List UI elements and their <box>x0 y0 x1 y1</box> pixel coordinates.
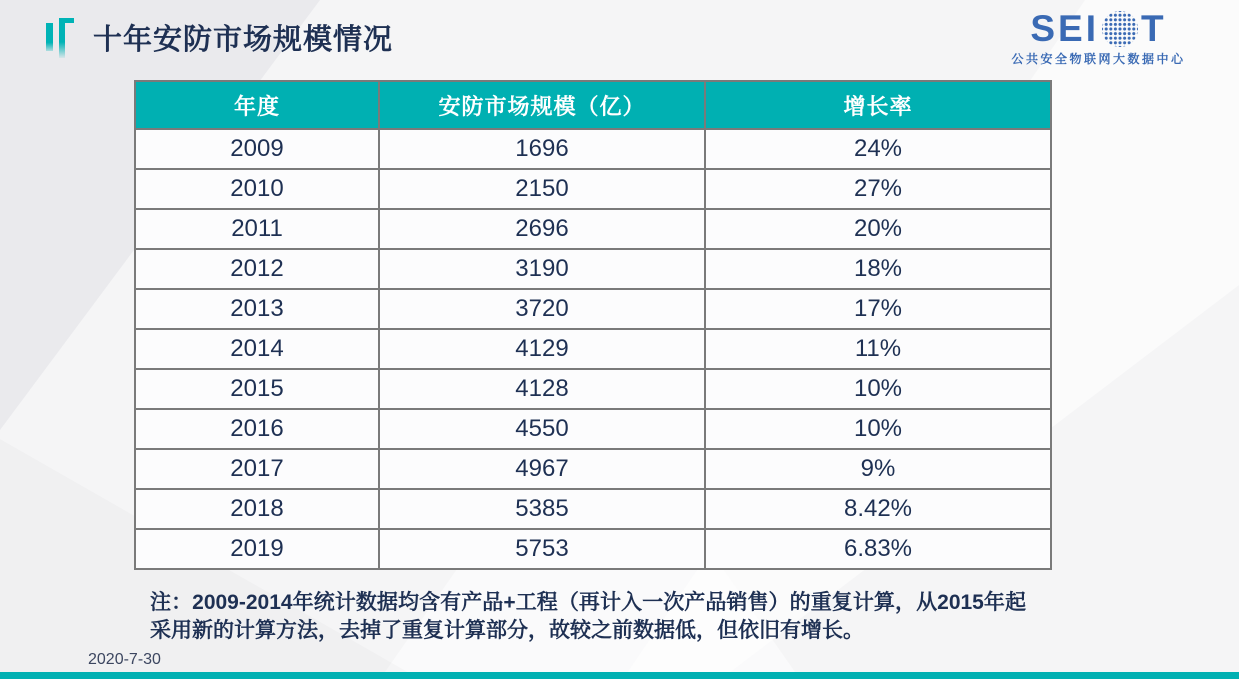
cell-scale: 4128 <box>379 369 705 409</box>
cell-growth: 11% <box>705 329 1051 369</box>
cell-growth: 10% <box>705 369 1051 409</box>
title-quote-icon <box>46 16 80 60</box>
cell-growth: 18% <box>705 249 1051 289</box>
logo-tagline: 公共安全物联网大数据中心 <box>1011 52 1186 66</box>
cell-year: 2012 <box>135 249 379 289</box>
table-row <box>135 249 1051 289</box>
cell-scale: 4550 <box>379 409 705 449</box>
cell-year: 2011 <box>135 209 379 249</box>
cell-scale: 1696 <box>379 129 705 169</box>
table-header-row <box>135 81 1051 129</box>
cell-scale: 5753 <box>379 529 705 569</box>
cell-year: 2015 <box>135 369 379 409</box>
footer-accent-bar <box>0 672 1239 679</box>
cell-growth: 17% <box>705 289 1051 329</box>
cell-scale: 3720 <box>379 289 705 329</box>
cell-scale: 2150 <box>379 169 705 209</box>
col-header-scale: 安防市场规模（亿） <box>379 81 705 129</box>
quote-bar-icon <box>46 23 53 51</box>
table-row <box>135 409 1051 449</box>
cell-year: 2014 <box>135 329 379 369</box>
cell-year: 2009 <box>135 129 379 169</box>
cell-year: 2017 <box>135 449 379 489</box>
cell-year: 2019 <box>135 529 379 569</box>
col-header-year: 年度 <box>135 81 379 129</box>
table-row <box>135 529 1051 569</box>
cell-scale: 2696 <box>379 209 705 249</box>
cell-year: 2018 <box>135 489 379 529</box>
table-row <box>135 129 1051 169</box>
footnote: 注：2009-2014年统计数据均含有产品+工程（再计入一次产品销售）的重复计算，从2015年起采用新的计算方法，去掉了重复计算部分，故较之前数据低，但依旧有增长。 <box>150 591 1026 643</box>
col-header-growth: 增长率 <box>705 81 1051 129</box>
cell-scale: 4129 <box>379 329 705 369</box>
cell-scale: 3190 <box>379 249 705 289</box>
market-scale-table <box>134 80 1052 570</box>
logo-text-left: SEI <box>1030 8 1100 49</box>
cell-growth: 20% <box>705 209 1051 249</box>
cell-growth: 10% <box>705 409 1051 449</box>
cell-growth: 24% <box>705 129 1051 169</box>
page-title: 十年安防市场规模情况 <box>93 24 394 56</box>
cell-year: 2016 <box>135 409 379 449</box>
quote-bar-icon <box>59 18 77 58</box>
table-row <box>135 289 1051 329</box>
cell-growth: 9% <box>705 449 1051 489</box>
cell-growth: 27% <box>705 169 1051 209</box>
slide-date: 2020-7-30 <box>88 651 161 668</box>
table-row <box>135 489 1051 529</box>
table-row <box>135 169 1051 209</box>
cell-year: 2013 <box>135 289 379 329</box>
cell-growth: 6.83% <box>705 529 1051 569</box>
cell-year: 2010 <box>135 169 379 209</box>
table-row <box>135 369 1051 409</box>
table-row <box>135 209 1051 249</box>
logo-text-right: T <box>1141 8 1167 49</box>
cell-scale: 4967 <box>379 449 705 489</box>
seiot-logo <box>1006 10 1191 67</box>
table-row <box>135 449 1051 489</box>
cell-growth: 8.42% <box>705 489 1051 529</box>
cell-scale: 5385 <box>379 489 705 529</box>
table-row <box>135 329 1051 369</box>
globe-icon <box>1102 11 1138 47</box>
